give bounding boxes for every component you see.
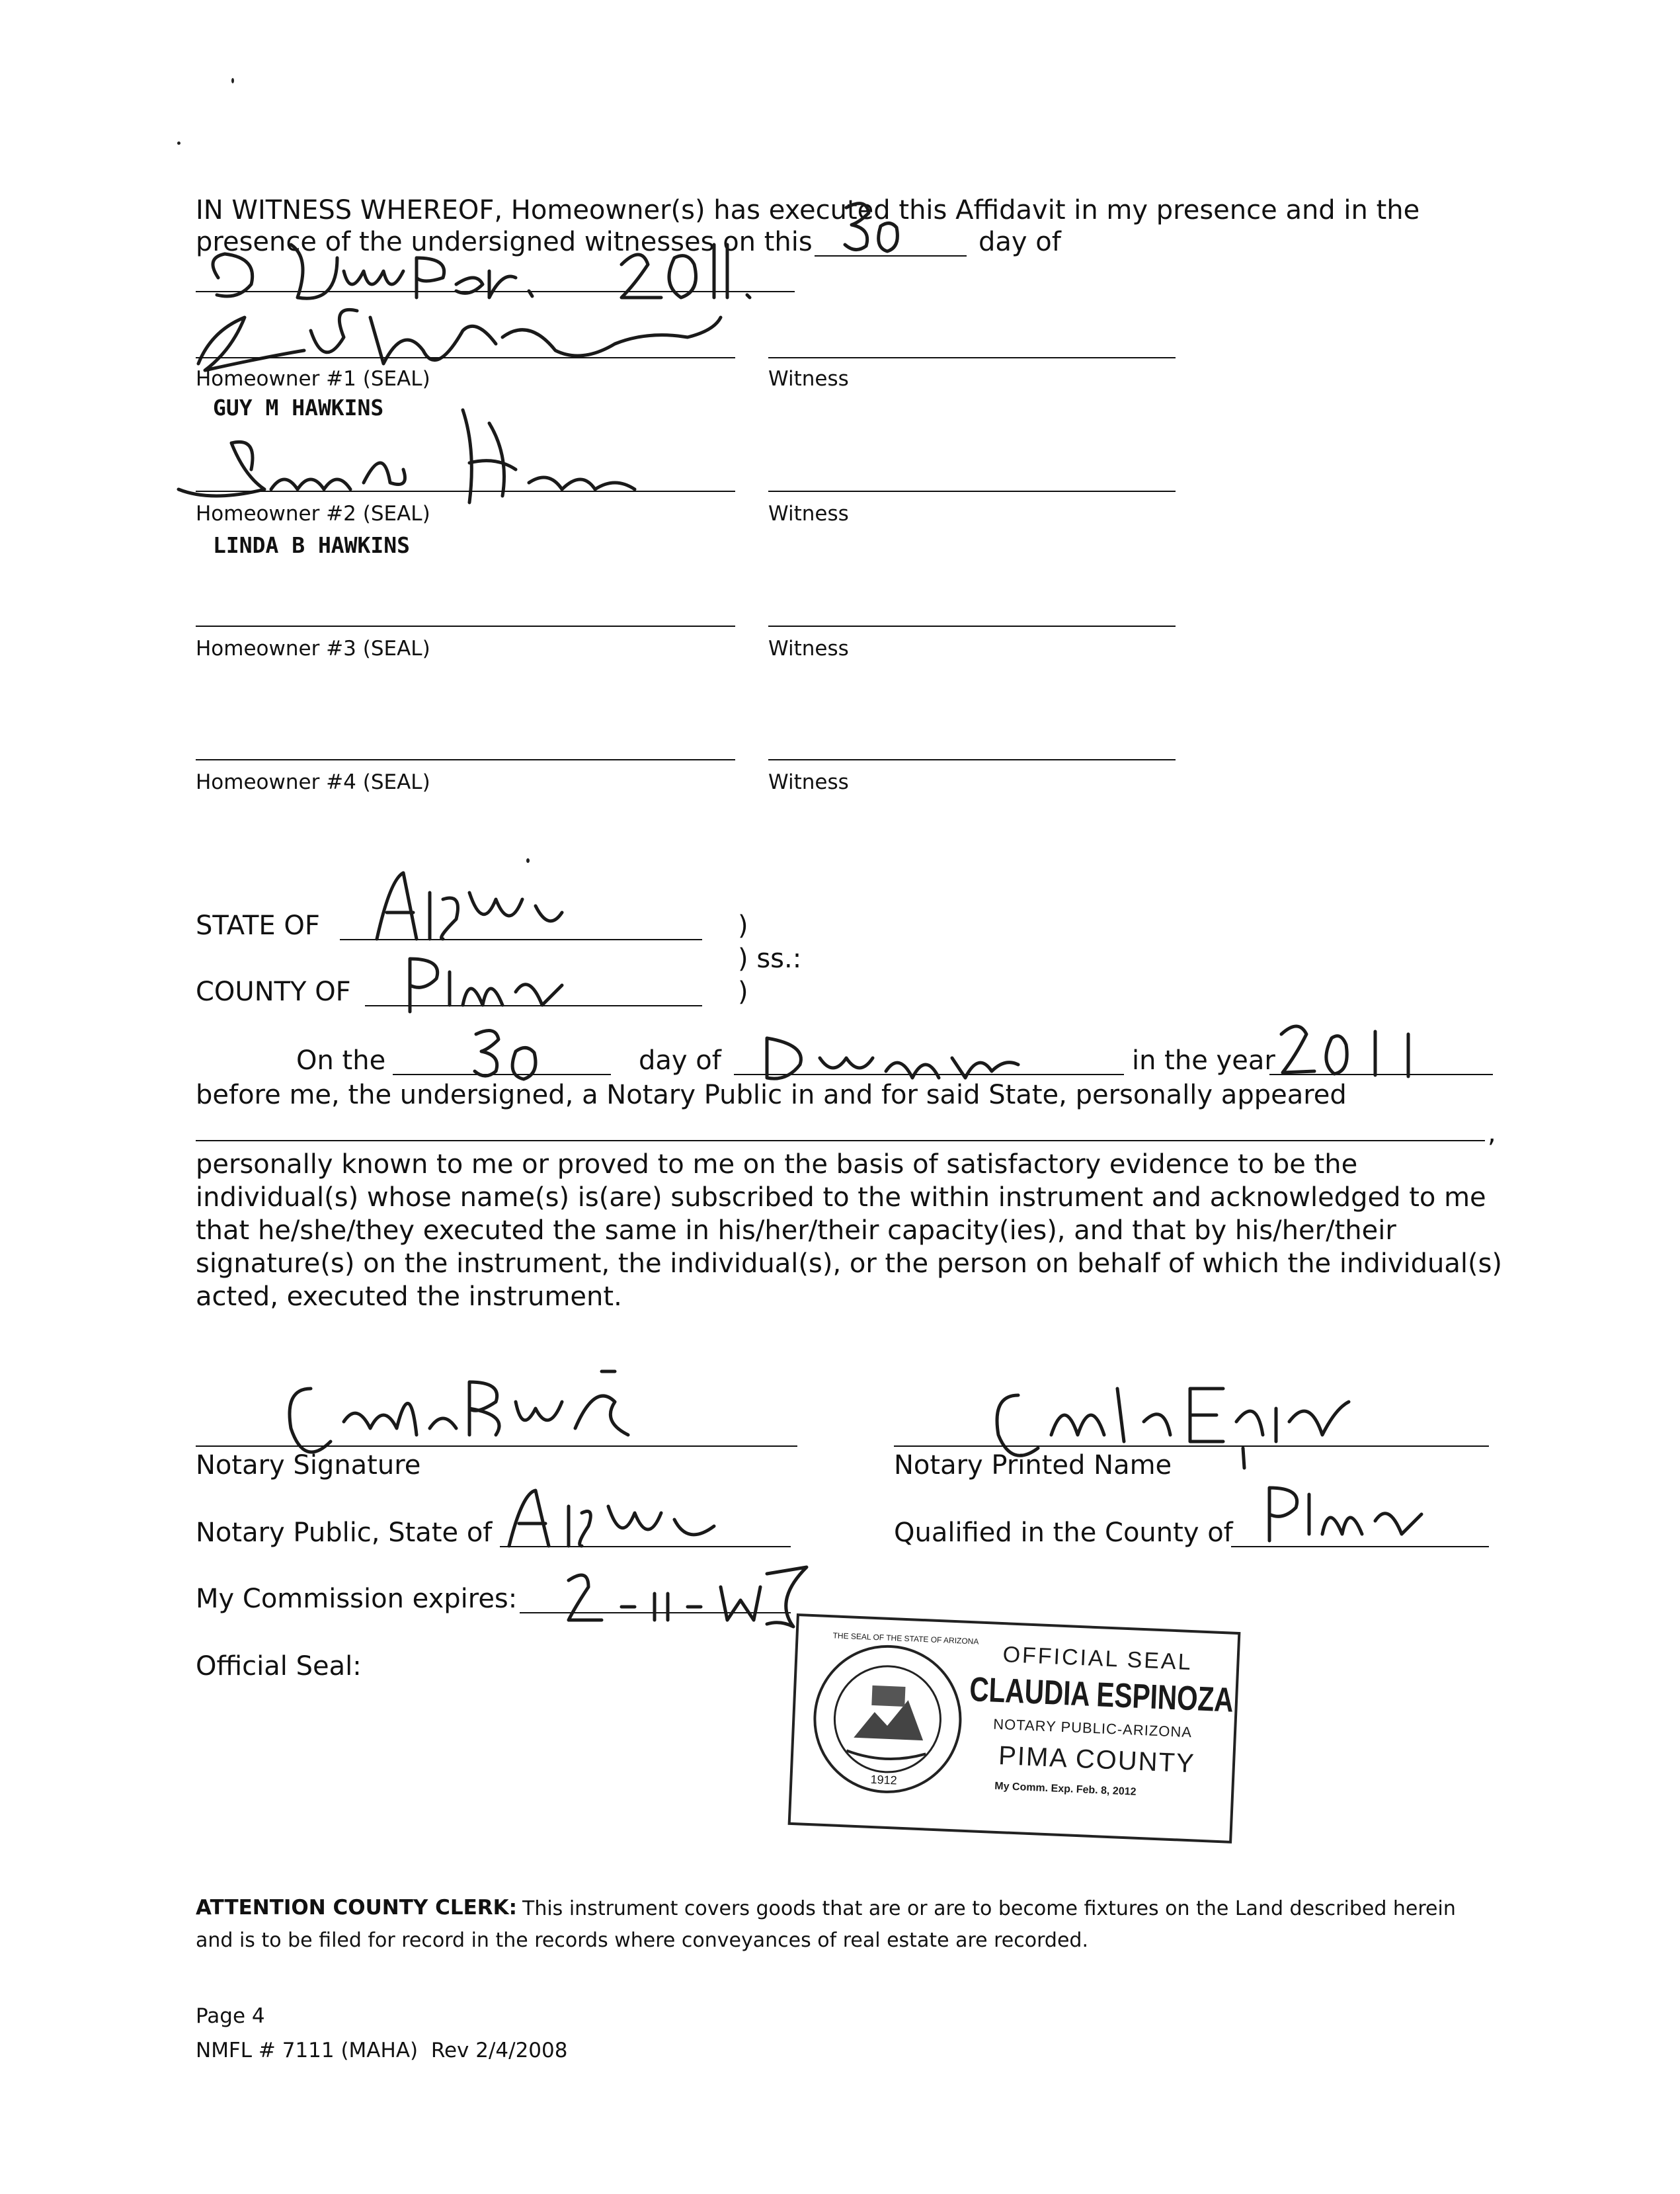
official-seal-stamp	[788, 1613, 1241, 1844]
homeowner-2-printed-name: LINDA B HAWKINS	[213, 532, 411, 558]
witness-1-label: Witness	[768, 367, 849, 391]
notary-state-label: Notary Public, State of	[196, 1518, 493, 1548]
venue-ss: ) ss.:	[738, 944, 802, 974]
handwritten-state	[370, 866, 569, 946]
seal-heading: OFFICIAL SEAL	[1002, 1642, 1193, 1676]
handwritten-county	[397, 946, 569, 1018]
appeared-trailing-comma: ,	[1488, 1118, 1496, 1149]
homeowner-3-label: Homeowner #3 (SEAL)	[196, 637, 430, 661]
in-the-year-label: in the year	[1132, 1045, 1275, 1076]
scan-mark	[177, 142, 180, 145]
handwritten-notary-county	[1256, 1475, 1428, 1547]
homeowner-1-label: Homeowner #1 (SEAL)	[196, 367, 430, 391]
attention-line1: This instrument covers goods that are or are to become fixtures on the Land described herein	[522, 1897, 1456, 1920]
seal-expiry: My Comm. Exp. Feb. 8, 2012	[994, 1780, 1137, 1798]
witness-2-label: Witness	[768, 502, 849, 526]
handwritten-ack-day	[469, 1025, 555, 1084]
appeared-name-line[interactable]	[196, 1140, 1485, 1141]
on-the-label: On the	[296, 1045, 386, 1076]
notary-printed-name-label: Notary Printed Name	[894, 1450, 1172, 1481]
seal-county: PIMA COUNTY	[998, 1740, 1196, 1779]
handwritten-notary-state	[502, 1486, 727, 1553]
state-of-label: STATE OF	[196, 911, 320, 941]
handwritten-commission-date	[555, 1561, 820, 1633]
seal-notary-line2: NOTARY PUBLIC-ARIZONA	[992, 1715, 1193, 1741]
witness-3-label: Witness	[768, 637, 849, 661]
page-number: Page 4	[196, 2004, 265, 2028]
seal-ring-year: 1912	[870, 1772, 898, 1787]
form-identifier: NMFL # 7111 (MAHA) Rev 2/4/2008	[196, 2039, 568, 2062]
handwritten-ack-year	[1276, 1018, 1435, 1078]
seal-ring-text: THE SEAL OF THE STATE OF ARIZONA	[832, 1631, 979, 1646]
homeowner-2-signature-line	[196, 491, 735, 492]
scan-mark	[526, 858, 530, 863]
scan-mark	[231, 78, 234, 83]
witness-clause-line2-start: presence of the undersigned witnesses on this	[196, 227, 813, 257]
venue-paren-1: )	[738, 911, 748, 941]
commission-expires-label: My Commission expires:	[196, 1584, 518, 1614]
homeowner-1-printed-name: GUY M HAWKINS	[213, 395, 384, 421]
ack-appeared-line: before me, the undersigned, a Notary Public in and for said State, personally appeared	[196, 1080, 1347, 1110]
witness-clause-line1: IN WITNESS WHEREOF, Homeowner(s) has executed this Affidavit in my presence and in the	[196, 195, 1420, 225]
homeowner-1-signature-line	[196, 357, 735, 358]
attention-line2: and is to be filed for record in the records where conveyances of real estate are recorded.	[196, 1929, 1088, 1952]
homeowner-2-label: Homeowner #2 (SEAL)	[196, 502, 430, 526]
seal-notary-name: CLAUDIA ESPINOZA	[969, 1670, 1234, 1720]
venue-paren-2: )	[738, 977, 748, 1007]
homeowner-3-signature-line[interactable]	[196, 626, 735, 627]
handwritten-day	[840, 196, 906, 262]
notary-signature-line[interactable]	[196, 1445, 797, 1447]
witness-3-signature-line[interactable]	[768, 626, 1176, 627]
witness-4-label: Witness	[768, 770, 849, 794]
official-seal-label: Official Seal:	[196, 1651, 362, 1682]
day-of-label: day of	[639, 1045, 721, 1076]
witness-clause-line2-end: day of	[979, 227, 1061, 257]
attention-heading: ATTENTION COUNTY CLERK:	[196, 1896, 518, 1920]
homeowner-4-signature-line[interactable]	[196, 759, 735, 760]
homeowner-4-label: Homeowner #4 (SEAL)	[196, 770, 430, 794]
county-of-label: COUNTY OF	[196, 977, 351, 1007]
witness-2-signature-line[interactable]	[768, 491, 1176, 492]
handwritten-ack-month	[754, 1032, 1031, 1084]
witness-1-signature-line[interactable]	[768, 357, 1176, 358]
notary-signature-label: Notary Signature	[196, 1450, 421, 1481]
acknowledgment-paragraph: personally known to me or proved to me on the basis of satisfactory evidence to be the individual(s) whose name(s) is(are) subscribed to the within instrument and acknowledged to me that he/she/they executed the same in his/her/their capacity(ies), and that by his/her/their signature(s) on the instrument, the individual(s), or the person on behalf of which the individual(s) acted, executed the instrument.	[196, 1149, 1503, 1312]
notary-printed-name-line[interactable]	[894, 1445, 1489, 1447]
notary-county-label: Qualified in the County of	[894, 1518, 1233, 1548]
witness-4-signature-line[interactable]	[768, 759, 1176, 760]
